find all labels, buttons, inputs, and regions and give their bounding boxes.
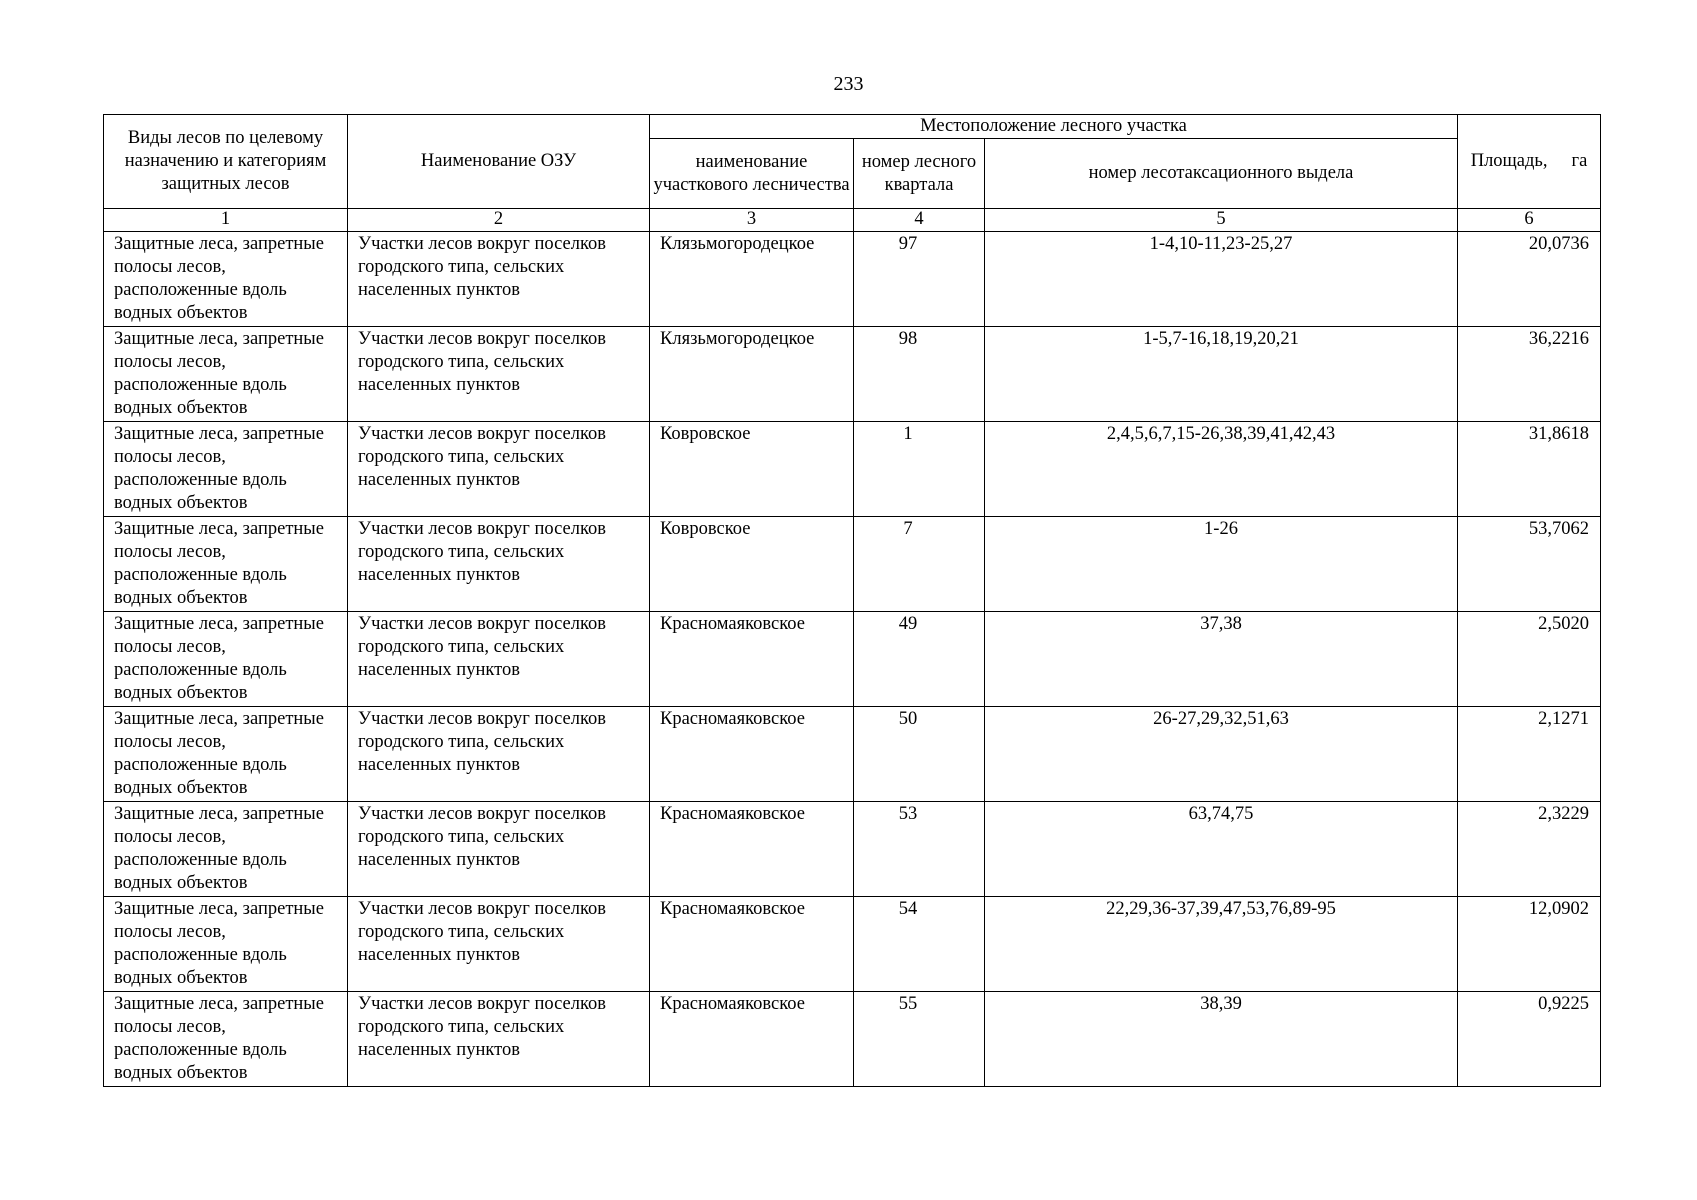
cell-area: 53,7062 bbox=[1458, 517, 1601, 612]
header-forestry-name: наименование участкового лесничества bbox=[650, 139, 854, 209]
table-header bbox=[104, 115, 1601, 232]
cell-area: 20,0736 bbox=[1458, 232, 1601, 327]
cell-vydel: 37,38 bbox=[985, 612, 1458, 707]
column-index: 1 bbox=[104, 209, 348, 232]
cell-forestry: Ковровское bbox=[650, 422, 854, 517]
cell-forest-type: Защитные леса, запретные полосы лесов, расположенные вдоль водных объектов bbox=[104, 897, 348, 992]
table-row bbox=[104, 612, 1601, 707]
cell-ozu-name: Участки лесов вокруг поселков городского типа, сельских населенных пунктов bbox=[348, 992, 650, 1087]
header-quarter-number: номер лесного квартала bbox=[854, 139, 985, 209]
cell-quarter: 55 bbox=[854, 992, 985, 1087]
header-location-group: Местоположение лесного участка bbox=[650, 115, 1458, 139]
cell-quarter: 1 bbox=[854, 422, 985, 517]
cell-ozu-name: Участки лесов вокруг поселков городского типа, сельских населенных пунктов bbox=[348, 897, 650, 992]
table-body bbox=[104, 232, 1601, 1087]
cell-ozu-name: Участки лесов вокруг поселков городского типа, сельских населенных пунктов bbox=[348, 327, 650, 422]
cell-ozu-name: Участки лесов вокруг поселков городского типа, сельских населенных пунктов bbox=[348, 802, 650, 897]
cell-vydel: 63,74,75 bbox=[985, 802, 1458, 897]
cell-area: 2,3229 bbox=[1458, 802, 1601, 897]
forest-plots-table bbox=[103, 114, 1601, 1087]
cell-area: 2,5020 bbox=[1458, 612, 1601, 707]
cell-quarter: 7 bbox=[854, 517, 985, 612]
header-area bbox=[1458, 115, 1601, 209]
cell-vydel: 38,39 bbox=[985, 992, 1458, 1087]
cell-forestry: Красномаяковское bbox=[650, 707, 854, 802]
cell-area: 0,9225 bbox=[1458, 992, 1601, 1087]
cell-area: 36,2216 bbox=[1458, 327, 1601, 422]
table-row bbox=[104, 232, 1601, 327]
cell-forestry: Клязьмогородецкое bbox=[650, 327, 854, 422]
table-row bbox=[104, 897, 1601, 992]
cell-ozu-name: Участки лесов вокруг поселков городского типа, сельских населенных пунктов bbox=[348, 612, 650, 707]
table-row bbox=[104, 517, 1601, 612]
cell-quarter: 53 bbox=[854, 802, 985, 897]
column-index-row bbox=[104, 209, 1601, 232]
cell-forest-type: Защитные леса, запретные полосы лесов, расположенные вдоль водных объектов bbox=[104, 517, 348, 612]
header-forest-type: Виды лесов по целевому назначению и категориям защитных лесов bbox=[104, 115, 348, 209]
cell-area: 2,1271 bbox=[1458, 707, 1601, 802]
table-row bbox=[104, 992, 1601, 1087]
cell-forest-type: Защитные леса, запретные полосы лесов, расположенные вдоль водных объектов bbox=[104, 327, 348, 422]
cell-forest-type: Защитные леса, запретные полосы лесов, расположенные вдоль водных объектов bbox=[104, 992, 348, 1087]
cell-forest-type: Защитные леса, запретные полосы лесов, расположенные вдоль водных объектов bbox=[104, 707, 348, 802]
cell-vydel: 22,29,36-37,39,47,53,76,89-95 bbox=[985, 897, 1458, 992]
cell-area: 12,0902 bbox=[1458, 897, 1601, 992]
cell-forest-type: Защитные леса, запретные полосы лесов, расположенные вдоль водных объектов bbox=[104, 422, 348, 517]
header-area-unit: га bbox=[1571, 151, 1588, 171]
cell-forestry: Красномаяковское bbox=[650, 802, 854, 897]
header-vydel-number: номер лесотаксационного выдела bbox=[985, 139, 1458, 209]
cell-quarter: 98 bbox=[854, 327, 985, 422]
cell-ozu-name: Участки лесов вокруг поселков городского типа, сельских населенных пунктов bbox=[348, 422, 650, 517]
cell-ozu-name: Участки лесов вокруг поселков городского типа, сельских населенных пунктов bbox=[348, 707, 650, 802]
column-index: 5 bbox=[985, 209, 1458, 232]
cell-ozu-name: Участки лесов вокруг поселков городского типа, сельских населенных пунктов bbox=[348, 517, 650, 612]
column-index: 6 bbox=[1458, 209, 1601, 232]
table-row bbox=[104, 327, 1601, 422]
table-row bbox=[104, 802, 1601, 897]
cell-vydel: 1-5,7-16,18,19,20,21 bbox=[985, 327, 1458, 422]
cell-vydel: 2,4,5,6,7,15-26,38,39,41,42,43 bbox=[985, 422, 1458, 517]
header-area-label: Площадь, bbox=[1470, 151, 1548, 171]
cell-forestry: Ковровское bbox=[650, 517, 854, 612]
header-ozu-name: Наименование ОЗУ bbox=[348, 115, 650, 209]
cell-forestry: Красномаяковское bbox=[650, 992, 854, 1087]
column-index: 2 bbox=[348, 209, 650, 232]
page-number: 233 bbox=[833, 73, 864, 95]
cell-forest-type: Защитные леса, запретные полосы лесов, расположенные вдоль водных объектов bbox=[104, 232, 348, 327]
cell-vydel: 26-27,29,32,51,63 bbox=[985, 707, 1458, 802]
cell-forest-type: Защитные леса, запретные полосы лесов, расположенные вдоль водных объектов bbox=[104, 612, 348, 707]
table-row bbox=[104, 422, 1601, 517]
column-index: 4 bbox=[854, 209, 985, 232]
cell-quarter: 49 bbox=[854, 612, 985, 707]
cell-forest-type: Защитные леса, запретные полосы лесов, расположенные вдоль водных объектов bbox=[104, 802, 348, 897]
cell-quarter: 50 bbox=[854, 707, 985, 802]
cell-quarter: 54 bbox=[854, 897, 985, 992]
cell-quarter: 97 bbox=[854, 232, 985, 327]
column-index: 3 bbox=[650, 209, 854, 232]
cell-ozu-name: Участки лесов вокруг поселков городского типа, сельских населенных пунктов bbox=[348, 232, 650, 327]
cell-forestry: Красномаяковское bbox=[650, 897, 854, 992]
cell-forestry: Красномаяковское bbox=[650, 612, 854, 707]
cell-area: 31,8618 bbox=[1458, 422, 1601, 517]
cell-vydel: 1-4,10-11,23-25,27 bbox=[985, 232, 1458, 327]
cell-forestry: Клязьмогородецкое bbox=[650, 232, 854, 327]
cell-vydel: 1-26 bbox=[985, 517, 1458, 612]
table-row bbox=[104, 707, 1601, 802]
